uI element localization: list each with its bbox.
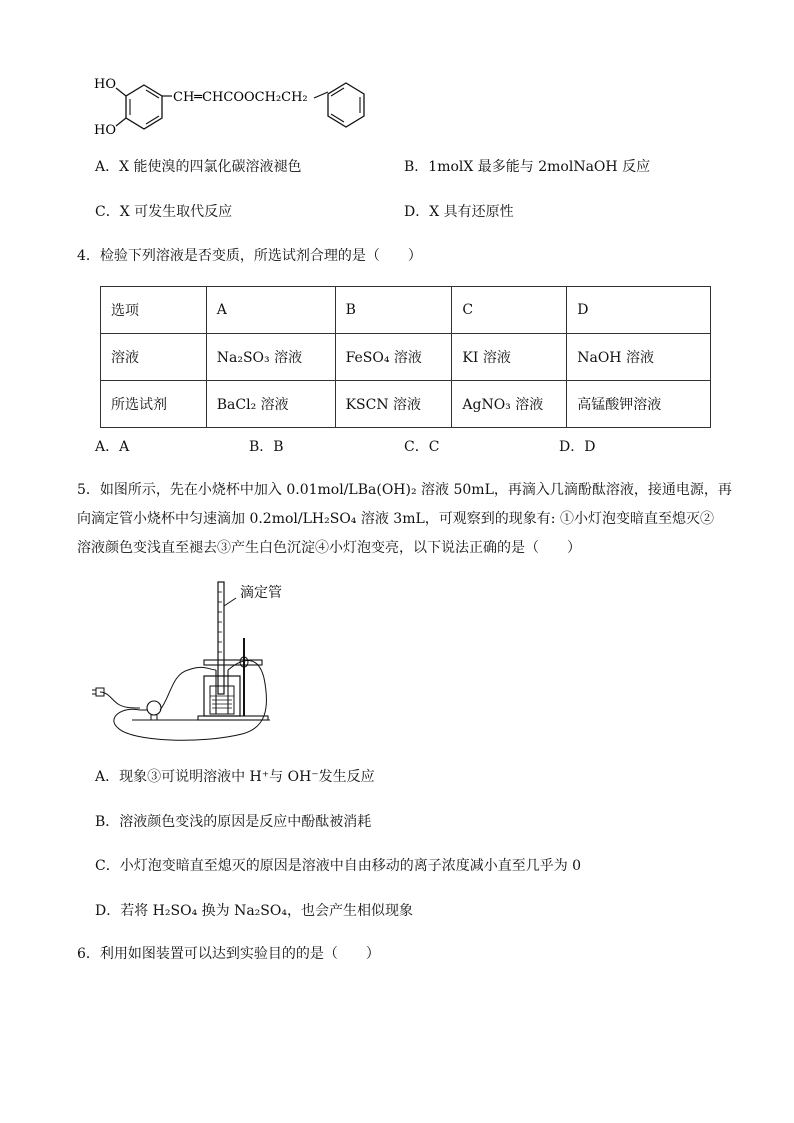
table-cell: BaCl₂ 溶液	[206, 381, 335, 428]
table-row	[101, 334, 711, 381]
q4-option-c: C．C	[404, 439, 440, 455]
table-row	[101, 381, 711, 428]
q6-stem: 6．利用如图装置可以达到实验目的的是（ ）	[77, 946, 380, 962]
q5-stem-line-1: 5．如图所示，先在小烧杯中加入 0.01mol/LBa(OH)₂ 溶液 50mL，再滴入几滴酚酞溶液，接通电源，再	[77, 482, 732, 498]
q3-option-a: A．X 能使溴的四氯化碳溶液褪色	[95, 159, 302, 175]
table-cell: Na₂SO₃ 溶液	[206, 334, 335, 381]
table-cell: KSCN 溶液	[335, 381, 452, 428]
table-cell: B	[335, 287, 452, 334]
table-cell: KI 溶液	[452, 334, 567, 381]
q4-option-b: B．B	[249, 439, 284, 455]
burette-label: 滴定管	[240, 585, 282, 601]
side-chain-label: CH═CHCOOCH₂CH₂	[173, 90, 308, 105]
ho-top-label: HO	[94, 77, 116, 92]
q4-option-a: A．A	[95, 439, 130, 455]
table-cell: 所选试剂	[101, 381, 207, 428]
q5-stem-line-2: 向滴定管小烧杯中匀速滴加 0.2mol/LH₂SO₄ 溶液 3mL，可观察到的现象有: ①小灯泡变暗直至熄灭②	[77, 511, 714, 527]
ho-bottom-label: HO	[94, 123, 116, 138]
table-cell: FeSO₄ 溶液	[335, 334, 452, 381]
table-cell: AgNO₃ 溶液	[452, 381, 567, 428]
q5-stem	[77, 476, 737, 563]
conductivity-apparatus-figure	[92, 578, 402, 748]
q5-stem-line-3: 溶液颜色变浅直至褪去③产生白色沉淀④小灯泡变亮，以下说法正确的是（ ）	[77, 540, 581, 556]
q5-option-b: B．溶液颜色变浅的原因是反应中酚酞被消耗	[95, 814, 372, 830]
q5-option-d: D．若将 H₂SO₄ 换为 Na₂SO₄，也会产生相似现象	[95, 903, 413, 919]
q5-option-a: A．现象③可说明溶液中 H⁺与 OH⁻发生反应	[95, 769, 375, 785]
table-cell: A	[206, 287, 335, 334]
q4-options-table	[100, 286, 711, 428]
table-cell: NaOH 溶液	[567, 334, 711, 381]
table-cell: 高锰酸钾溶液	[567, 381, 711, 428]
table-cell: 选项	[101, 287, 207, 334]
table-cell: 溶液	[101, 334, 207, 381]
compound-x-structure	[88, 70, 378, 140]
table-row	[101, 287, 711, 334]
q3-option-b: B．1molX 最多能与 2molNaOH 反应	[404, 159, 651, 175]
q5-option-c: C．小灯泡变暗直至熄灭的原因是溶液中自由移动的离子浓度减小直至几乎为 0	[95, 858, 582, 874]
table-cell: D	[567, 287, 711, 334]
table-cell: C	[452, 287, 567, 334]
q4-stem: 4．检验下列溶液是否变质，所选试剂合理的是（ ）	[77, 248, 422, 264]
q3-option-d: D．X 具有还原性	[404, 204, 514, 220]
q4-option-d: D．D	[559, 439, 596, 455]
q3-option-c: C．X 可发生取代反应	[95, 204, 233, 220]
